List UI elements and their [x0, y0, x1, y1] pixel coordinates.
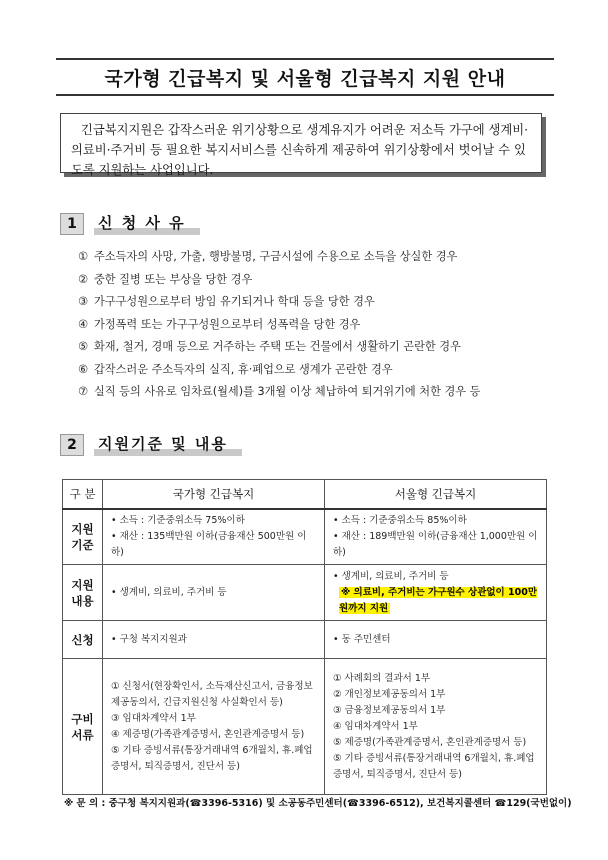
cell-seoul	[325, 659, 547, 795]
list-text: 화재, 철거, 경매 등으로 거주하는 주택 또는 건물에서 생활하기 곤란한 경우	[94, 340, 461, 353]
list-item	[78, 291, 548, 314]
row-label: 신청	[63, 621, 103, 659]
cell-line: ③ 임대차계약서 1부	[111, 712, 196, 724]
row-label: 구비 서류	[63, 659, 103, 795]
list-text: 갑작스러운 주소득자의 실직, 휴·폐업으로 생계가 곤란한 경우	[94, 362, 393, 376]
table-row	[63, 621, 547, 659]
section-heading: 신 청 사 유	[94, 212, 200, 235]
cell-line: ⑤ 기타 증빙서류(통장거래내역 6개월치, 휴.폐업증명서, 퇴직증명서, 진단서 등)	[111, 744, 313, 772]
intro-box	[60, 113, 542, 177]
list-item	[78, 314, 548, 337]
list-marker: ⑦	[78, 385, 89, 398]
table-row	[63, 509, 547, 565]
cell-line: • 생계비, 의료비, 주거비 등	[333, 570, 449, 582]
list-item	[78, 381, 548, 404]
list-item	[78, 359, 548, 382]
row-label: 지원 기준	[63, 509, 103, 565]
list-text: 가구구성원으로부터 방임 유기되거나 학대 등을 당한 경우	[94, 295, 375, 308]
cell-seoul	[325, 565, 547, 621]
cell-line: ⑤ 기타 증빙서류(통장거래내역 6개월치, 휴.폐업증명서, 퇴직증명서, 진단서 등)	[333, 752, 535, 780]
reason-list	[78, 246, 548, 404]
header-national: 국가형 긴급복지	[103, 480, 325, 510]
intro-text: 긴급복지지원은 갑작스러운 위기상황으로 생계유지가 어려운 저소득 가구에 생계비·의료비·주거비 등 필요한 복지서비스를 신속하게 제공하여 위기상황에서 벗어날 수 있도록 지원하는 사업입니다.	[71, 123, 529, 177]
section-1-header	[60, 212, 200, 235]
support-table	[62, 479, 547, 795]
highlight-note: ※ 의료비, 주거비는 가구원수 상관없이 100만원까지 지원	[339, 586, 538, 614]
cell-line: ③ 금융정보제공동의서 1부	[333, 704, 446, 716]
cell-national	[103, 509, 325, 565]
cell-national	[103, 659, 325, 795]
list-marker: ②	[78, 272, 89, 286]
list-text: 중한 질병 또는 부상을 당한 경우	[94, 272, 253, 286]
list-item	[78, 336, 548, 359]
table-header-row	[63, 480, 547, 510]
list-marker: ④	[78, 317, 89, 331]
header-seoul: 서울형 긴급복지	[325, 480, 547, 510]
section-number: 2	[60, 434, 84, 456]
contact-note: ※ 문 의 : 중구청 복지지원과(☎3396-5316) 및 소공동주민센터(☎3396-6512), 보건복지콜센터 ☎129(국번없이)	[64, 798, 572, 809]
list-marker: ①	[78, 250, 89, 263]
cell-line: • 재산 : 135백만원 이하(금융재산 500만원 이하)	[111, 531, 307, 558]
list-marker: ③	[78, 295, 89, 308]
cell-line: • 재산 : 189백만원 이하(금융재산 1,000만원 이하)	[333, 531, 538, 558]
section-heading: 지원기준 및 내용	[94, 433, 242, 456]
cell-line: • 소득 : 기준중위소득 85%이하	[333, 515, 467, 526]
row-label: 지원 내용	[63, 565, 103, 621]
cell-national: • 생계비, 의료비, 주거비 등	[103, 565, 325, 621]
cell-line: ① 신청서(현장확인서, 소득재산신고서, 금융정보제공동의서, 긴급지원신청 사실확인서 등)	[111, 680, 313, 708]
cell-national: • 구청 복지지원과	[103, 621, 325, 659]
list-item	[78, 246, 548, 269]
section-2-header	[60, 433, 242, 456]
cell-line: • 소득 : 기준중위소득 75%이하	[111, 515, 245, 526]
list-item	[78, 269, 548, 292]
table-row	[63, 565, 547, 621]
cell-line: ④ 제증명(가족관계증명서, 혼인관계증명서 등)	[111, 728, 305, 740]
table-row	[63, 659, 547, 795]
header-category: 구 분	[63, 480, 103, 510]
section-number: 1	[60, 213, 84, 235]
page-title: 국가형 긴급복지 및 서울형 긴급복지 지원 안내	[56, 58, 554, 96]
cell-line: ⑤ 제증명(가족관계증명서, 혼인관계증명서 등)	[333, 736, 527, 748]
cell-line: ② 개인정보제공동의서 1부	[333, 688, 446, 700]
cell-line: ① 사례회의 결과서 1부	[333, 672, 431, 684]
list-marker: ⑥	[78, 362, 89, 376]
cell-line: ④ 임대차계약서 1부	[333, 720, 418, 732]
list-text: 실직 등의 사유로 임차료(월세)를 3개월 이상 체납하여 퇴거위기에 처한 경우 등	[94, 385, 481, 398]
list-text: 주소득자의 사망, 가출, 행방불명, 구금시설에 수용으로 소득을 상실한 경우	[94, 250, 458, 263]
cell-seoul	[325, 509, 547, 565]
list-marker: ⑤	[78, 340, 89, 353]
cell-seoul: • 동 주민센터	[325, 621, 547, 659]
list-text: 가정폭력 또는 가구구성원으로부터 성폭력을 당한 경우	[94, 317, 361, 331]
